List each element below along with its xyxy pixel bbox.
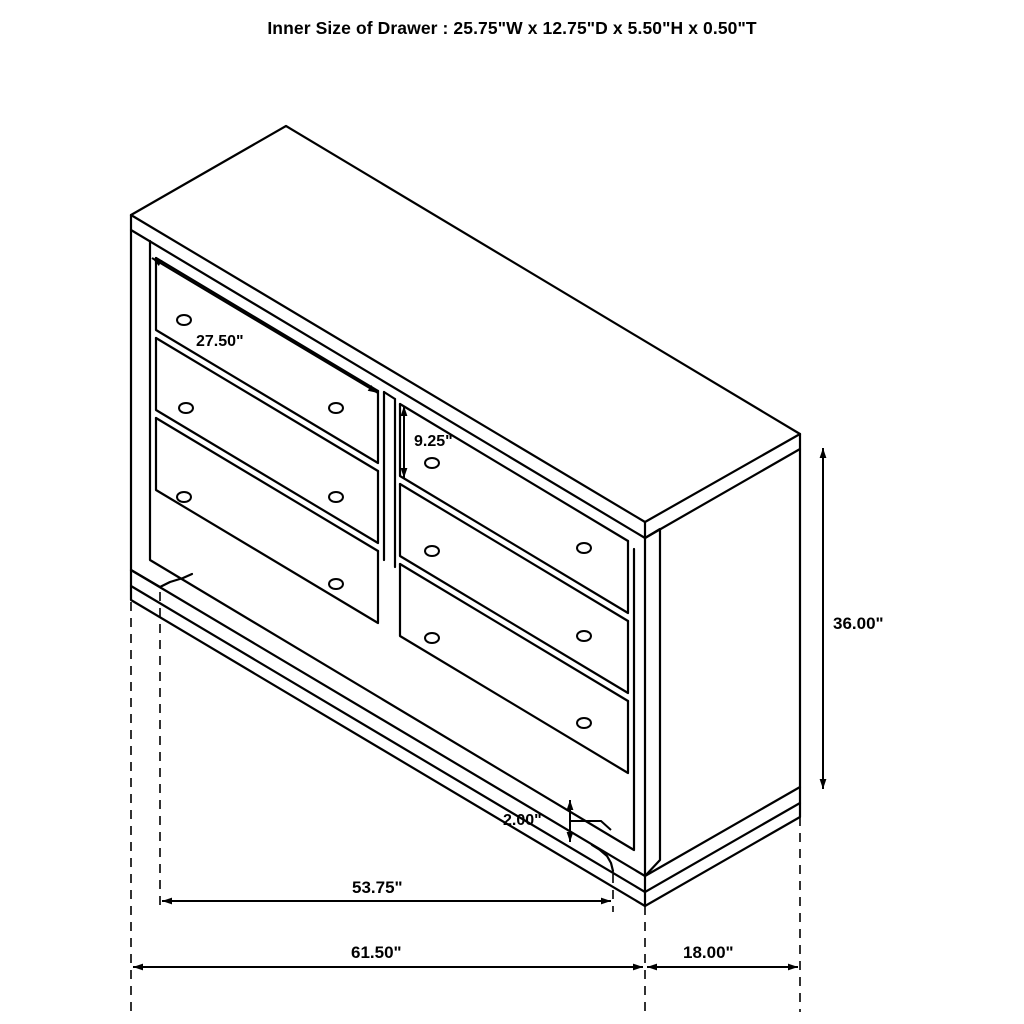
dimension-label-base-clearance: 2.00" bbox=[503, 812, 542, 829]
drawer-left-middle bbox=[156, 338, 378, 543]
drawer-right-bottom bbox=[400, 564, 628, 773]
page-title: Inner Size of Drawer : 25.75"W x 12.75"D x 5.50"H x 0.50"T bbox=[267, 18, 757, 38]
dimension-label-overall-width: 61.50" bbox=[351, 943, 402, 962]
side-panel-detail bbox=[645, 529, 660, 876]
center-divider bbox=[384, 392, 395, 567]
dimension-label-total-height: 36.00" bbox=[833, 614, 884, 633]
drawer-left-bottom bbox=[156, 418, 378, 623]
dimension-label-depth: 18.00" bbox=[683, 943, 734, 962]
drawer-left-top bbox=[156, 258, 378, 463]
dimension-label-drawer-height: 9.25" bbox=[414, 433, 453, 450]
dimension-label-case-width: 53.75" bbox=[352, 878, 403, 897]
dresser-base-plinth bbox=[131, 570, 800, 906]
drawer-right-middle bbox=[400, 484, 628, 693]
dresser-top-surface bbox=[131, 126, 800, 538]
dresser-front-face bbox=[131, 230, 800, 876]
dimension-label-drawer-width: 27.50" bbox=[196, 333, 244, 350]
